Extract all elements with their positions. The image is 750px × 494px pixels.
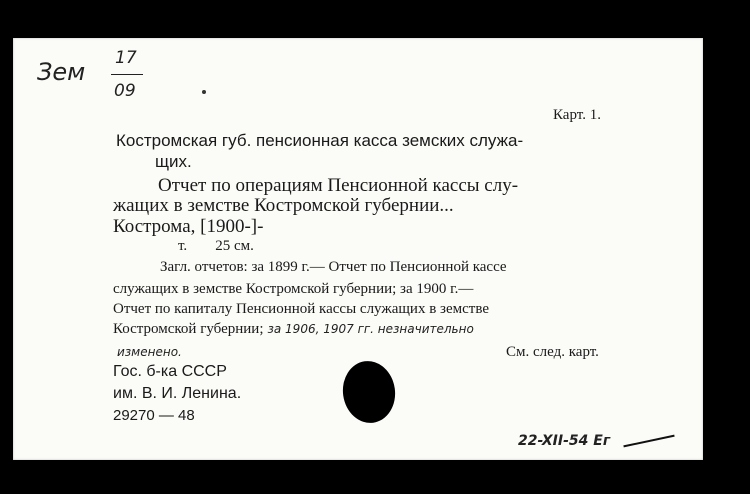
note-line-4-typed: Костромской губернии;	[113, 321, 264, 337]
library-name-line-2: им. В. И. Ленина.	[113, 385, 242, 402]
handwritten-prefix: Зем	[37, 58, 86, 86]
note-line-3: Отчет по капиталу Пенсионной кассы служащих в земстве	[113, 301, 489, 317]
note-line-2: служащих в земстве Костромской губернии; за 1900 г.—	[113, 281, 474, 297]
note-line-4-handwritten: за 1906, 1907 гг. незначительно	[267, 322, 474, 336]
ink-stamp-blot	[339, 358, 399, 427]
fraction-line	[111, 74, 143, 75]
ink-dot	[202, 90, 206, 94]
note-line-5-handwritten: изменено.	[117, 345, 182, 359]
title-line-3: Кострома, [1900-]-	[113, 216, 264, 237]
handwritten-numerator: 17	[115, 48, 137, 68]
catalog-card	[13, 38, 703, 460]
note-line-1: Загл. отчетов: за 1899 г.— Отчет по Пенсионной кассе	[160, 259, 507, 275]
heading-line-2: щих.	[155, 152, 192, 171]
card-number: Карт. 1.	[553, 107, 601, 123]
imprint	[178, 238, 254, 255]
library-code: 29270 — 48	[113, 407, 195, 424]
bottom-handwritten-note: 22-XII-54 Ег	[518, 433, 611, 449]
imprint-size: 25 см.	[215, 238, 254, 254]
see-next-card: См. след. карт.	[506, 344, 599, 360]
handwritten-denominator: 09	[114, 81, 136, 101]
signature-stroke	[623, 435, 674, 448]
title-line-1: Отчет по операциям Пенсионной кассы слу-	[158, 175, 519, 196]
note-line-4	[113, 321, 474, 338]
imprint-volume: т.	[178, 238, 188, 254]
title-line-2: жащих в земстве Костромской губернии...	[113, 195, 454, 216]
library-name-line-1: Гос. б-ка СССР	[113, 363, 227, 380]
heading-line-1: Костромская губ. пенсионная касса земских служа-	[116, 131, 524, 150]
